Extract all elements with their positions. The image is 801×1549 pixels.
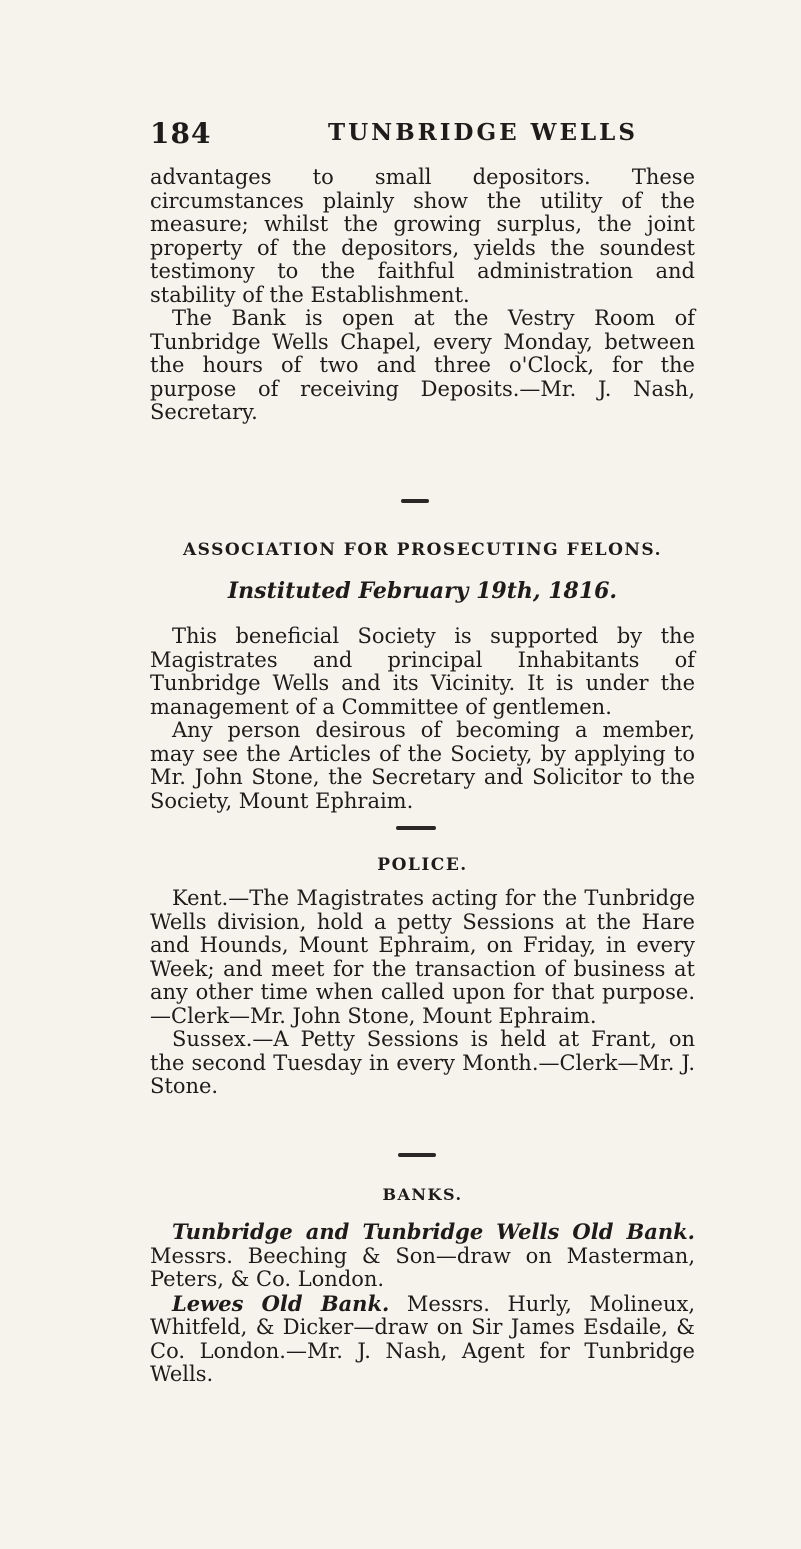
association-paragraph: Any person desirous of becoming a member, may see the Articles of the Society, by applying to Mr. John Stone, the Secretary and Solicitor to the Society, Mount Ephraim. [150,718,695,813]
section-divider [398,1153,436,1157]
banks-section [150,1220,695,1387]
savings-bank-section [150,166,695,425]
bank-entry [150,1292,695,1387]
page-header [150,117,693,157]
section-divider [396,826,436,830]
police-heading: POLICE. [377,855,468,875]
police-paragraph: Sussex.—A Petty Sessions is held at Frant, on the second Tuesday in every Month.—Clerk—Mr. J. Stone. [150,1027,695,1098]
association-section [150,625,695,813]
bank-details: Messrs. Hurly, Molineux, Whitfeld, & Dicker—draw on Sir James Esdaile, & Co. London.—Mr. J. Nash, Agent for Tunbridge Wells. [150,1291,696,1386]
bank-entry [150,1220,695,1292]
section-divider [401,499,429,503]
bank-details: Messrs. Beeching & Son—draw on Masterman, Peters, & Co. London. [150,1243,695,1291]
banks-heading: BANKS. [382,1185,463,1204]
savings-bank-paragraph: The Bank is open at the Vestry Room of Tunbridge Wells Chapel, every Monday, between the hours of two and three o'Clock, for the purpose of receiving Deposits.—Mr. J. Nash, Secretary. [150,306,695,424]
savings-bank-paragraph: advantages to small depositors. These circumstances plainly show the utility of the measure; whilst the growing surplus, the joint property of the depositors, yields the soundest testimony to the faithful administration and stability of the Establishment. [150,165,695,307]
running-head: TUNBRIDGE WELLS [328,119,638,146]
police-paragraph: Kent.—The Magistrates acting for the Tunbridge Wells division, hold a petty Sessions at the Hare and Hounds, Mount Ephraim, on Friday, in every Week; and meet for the transaction of business at any other time when called upon for that purpose.—Clerk—Mr. John Stone, Mount Ephraim. [150,886,695,1028]
association-paragraph: This beneficial Society is supported by the Magistrates and principal Inhabitants of Tunbridge Wells and its Vicinity. It is under the management of a Committee of gentlemen. [150,624,695,719]
bank-name: Lewes Old Bank. [172,1290,390,1316]
page-number: 184 [150,117,212,150]
instituted-date: Instituted February 19th, 1816. [227,578,618,604]
bank-name: Tunbridge and Tunbridge Wells Old Bank. [172,1219,695,1244]
association-heading: ASSOCIATION FOR PROSECUTING FELONS. [182,540,663,560]
police-section [150,887,695,1099]
